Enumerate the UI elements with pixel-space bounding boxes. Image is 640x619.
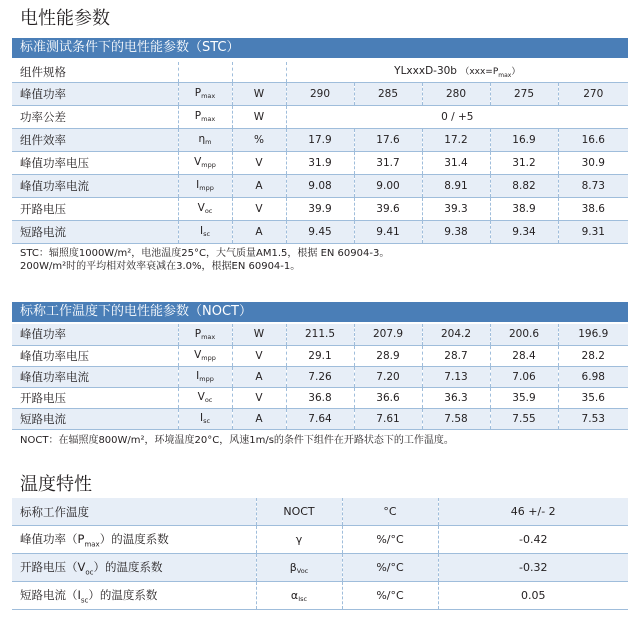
param-unit: A <box>232 220 286 243</box>
temp-label-pre: 峰值功率（P <box>20 531 85 546</box>
temp-label <box>12 582 256 610</box>
symbol-subscript: oc <box>204 207 213 215</box>
param-value: 30.9 <box>558 151 628 174</box>
symbol-subscript: Voc <box>296 566 309 575</box>
symbol-letter: P <box>194 327 202 340</box>
temp-unit: %/°C <box>342 526 438 554</box>
model-note <box>460 67 521 80</box>
symbol-subscript: sc <box>203 230 211 238</box>
section-title-electrical: 电性能参数 <box>20 8 110 29</box>
param-value: 200.6 <box>490 324 558 345</box>
param-symbol <box>178 345 232 366</box>
symbol-letter: I <box>199 412 204 424</box>
temp-value: -0.32 <box>438 554 628 582</box>
param-value: 9.00 <box>354 174 422 197</box>
temp-row <box>12 554 628 582</box>
param-value: 7.58 <box>422 408 490 429</box>
temp-unit: %/°C <box>342 582 438 610</box>
param-value: 9.38 <box>422 220 490 243</box>
param-label: 短路电流 <box>12 408 178 429</box>
model-unit-cell <box>232 62 286 82</box>
symbol-letter: V <box>197 202 205 214</box>
temp-label-pre: 开路电压（V <box>20 559 86 574</box>
stc-row <box>12 82 628 105</box>
param-symbol <box>178 387 232 408</box>
param-value: 8.82 <box>490 174 558 197</box>
param-label: 开路电压 <box>12 387 178 408</box>
param-unit: A <box>232 174 286 197</box>
param-value: 28.4 <box>490 345 558 366</box>
param-value: 9.45 <box>286 220 354 243</box>
temp-label-sub: oc <box>85 568 94 577</box>
model-note-sub: max <box>498 72 512 80</box>
noct-table <box>12 324 628 430</box>
noct-row <box>12 408 628 429</box>
param-value: 196.9 <box>558 324 628 345</box>
symbol-letter: P <box>194 110 202 122</box>
param-value: 31.9 <box>286 151 354 174</box>
param-value: 8.73 <box>558 174 628 197</box>
model-sym-cell <box>178 62 232 82</box>
param-value: 17.9 <box>286 128 354 151</box>
temp-value: -0.42 <box>438 526 628 554</box>
noct-header-bar: 标称工作温度下的电性能参数（NOCT） <box>12 302 628 322</box>
temp-table <box>12 498 628 610</box>
param-value: 35.6 <box>558 387 628 408</box>
param-symbol <box>178 197 232 220</box>
param-label: 短路电流 <box>12 220 178 243</box>
model-name: YLxxxD-30b <box>394 65 457 78</box>
temp-label <box>12 554 256 582</box>
symbol-letter: V <box>194 156 202 168</box>
noct-row <box>12 324 628 345</box>
symbol-letter: P <box>194 87 202 99</box>
param-unit: A <box>232 408 286 429</box>
symbol-subscript: max <box>201 115 216 123</box>
param-unit: V <box>232 151 286 174</box>
param-value: 28.7 <box>422 345 490 366</box>
param-symbol <box>178 366 232 387</box>
model-value <box>286 62 628 82</box>
symbol-subscript: max <box>201 92 216 100</box>
temp-label: 标称工作温度 <box>12 498 256 526</box>
param-symbol <box>178 324 232 345</box>
param-unit: % <box>232 128 286 151</box>
symbol-subscript: mpp <box>199 184 214 192</box>
temp-unit: °C <box>342 498 438 526</box>
param-unit: W <box>232 324 286 345</box>
symbol-subscript: mpp <box>199 375 214 383</box>
param-value: 6.98 <box>558 366 628 387</box>
noct-row <box>12 345 628 366</box>
param-symbol <box>178 128 232 151</box>
param-symbol <box>178 408 232 429</box>
param-value: 36.8 <box>286 387 354 408</box>
section-title-temperature: 温度特性 <box>20 474 92 495</box>
param-value: 9.41 <box>354 220 422 243</box>
param-value: 9.08 <box>286 174 354 197</box>
param-label: 功率公差 <box>12 105 178 128</box>
param-label: 峰值功率 <box>12 82 178 105</box>
stc-row <box>12 197 628 220</box>
temp-symbol <box>256 554 342 582</box>
param-value: 7.20 <box>354 366 422 387</box>
symbol-letter: β <box>289 560 297 574</box>
temp-label-post: ）的温度系数 <box>93 559 163 574</box>
symbol-letter: I <box>196 179 200 191</box>
temp-value: 46 +/- 2 <box>438 498 628 526</box>
symbol-letter: γ <box>295 533 303 546</box>
temp-label-pre: 短路电流（I <box>20 587 81 602</box>
param-value: 7.61 <box>354 408 422 429</box>
temp-value: 0.05 <box>438 582 628 610</box>
temp-label-post: ）的温度系数 <box>99 531 169 546</box>
param-value: 7.55 <box>490 408 558 429</box>
param-label: 峰值功率电流 <box>12 366 178 387</box>
param-value: 16.6 <box>558 128 628 151</box>
param-unit: V <box>232 197 286 220</box>
param-value: 28.2 <box>558 345 628 366</box>
stc-header-bar: 标准测试条件下的电性能参数（STC） <box>12 38 628 58</box>
param-value: 35.9 <box>490 387 558 408</box>
param-symbol <box>178 220 232 243</box>
param-value: 39.6 <box>354 197 422 220</box>
param-value: 31.2 <box>490 151 558 174</box>
temp-label-sub: max <box>84 540 100 549</box>
param-value: 280 <box>422 82 490 105</box>
param-unit: W <box>232 82 286 105</box>
model-note-prefix: （xxx=P <box>460 67 499 78</box>
param-value: 36.3 <box>422 387 490 408</box>
temp-row <box>12 582 628 610</box>
symbol-letter: V <box>197 391 205 403</box>
param-value: 29.1 <box>286 345 354 366</box>
param-value: 36.6 <box>354 387 422 408</box>
param-unit: V <box>232 387 286 408</box>
noct-note: NOCT：在辐照度800W/m²，环境温度20°C，风速1m/s的条件下组件在开路状态下的工作温度。 <box>20 435 454 446</box>
model-label: 组件规格 <box>12 62 178 82</box>
param-unit: A <box>232 366 286 387</box>
temp-unit: %/°C <box>342 554 438 582</box>
param-unit: V <box>232 345 286 366</box>
symbol-subscript: Isc <box>298 594 308 603</box>
param-value: 39.3 <box>422 197 490 220</box>
temp-symbol <box>256 526 342 554</box>
param-value: 17.6 <box>354 128 422 151</box>
param-symbol <box>178 105 232 128</box>
noct-row <box>12 366 628 387</box>
symbol-letter: η <box>198 133 206 145</box>
symbol-letter: α <box>290 588 299 602</box>
param-value: 211.5 <box>286 324 354 345</box>
stc-row <box>12 128 628 151</box>
symbol-letter: NOCT <box>283 505 315 518</box>
model-note-suffix: ） <box>511 67 521 78</box>
param-value: 28.9 <box>354 345 422 366</box>
param-value: 16.9 <box>490 128 558 151</box>
temp-row <box>12 526 628 554</box>
param-value: 17.2 <box>422 128 490 151</box>
param-value: 204.2 <box>422 324 490 345</box>
param-symbol <box>178 82 232 105</box>
stc-note-1: STC：辐照度1000W/m²，电池温度25°C，大气质量AM1.5，根据 EN 60904-3。 <box>20 248 390 259</box>
temp-label-post: ）的温度系数 <box>88 587 158 602</box>
symbol-subscript: sc <box>203 417 211 425</box>
param-value: 207.9 <box>354 324 422 345</box>
stc-row-model <box>12 62 628 82</box>
param-label: 峰值功率电流 <box>12 174 178 197</box>
stc-table <box>12 62 628 244</box>
symbol-letter: I <box>196 370 200 382</box>
symbol-subscript: oc <box>204 396 213 404</box>
param-symbol <box>178 151 232 174</box>
symbol-letter: V <box>194 349 202 361</box>
param-value: 31.4 <box>422 151 490 174</box>
temp-symbol <box>256 498 342 526</box>
param-value: 7.06 <box>490 366 558 387</box>
param-value: 285 <box>354 82 422 105</box>
param-value: 38.9 <box>490 197 558 220</box>
param-label: 峰值功率电压 <box>12 345 178 366</box>
param-value: 9.31 <box>558 220 628 243</box>
param-value: 7.26 <box>286 366 354 387</box>
param-value-merged: 0 / +5 <box>286 105 628 128</box>
symbol-subscript: max <box>201 332 216 341</box>
symbol-subscript: mpp <box>201 161 216 169</box>
param-unit: W <box>232 105 286 128</box>
param-symbol <box>178 174 232 197</box>
stc-row <box>12 174 628 197</box>
param-value: 31.7 <box>354 151 422 174</box>
param-value: 38.6 <box>558 197 628 220</box>
param-value: 275 <box>490 82 558 105</box>
param-value: 7.53 <box>558 408 628 429</box>
param-value: 39.9 <box>286 197 354 220</box>
temp-symbol <box>256 582 342 610</box>
param-value: 290 <box>286 82 354 105</box>
temp-label-sub: sc <box>80 596 89 605</box>
stc-row <box>12 105 628 128</box>
param-value: 7.64 <box>286 408 354 429</box>
param-value: 9.34 <box>490 220 558 243</box>
stc-row <box>12 151 628 174</box>
symbol-letter: I <box>199 225 204 237</box>
temp-row <box>12 498 628 526</box>
temp-label <box>12 526 256 554</box>
param-value: 270 <box>558 82 628 105</box>
param-value: 8.91 <box>422 174 490 197</box>
stc-row <box>12 220 628 243</box>
noct-row <box>12 387 628 408</box>
param-label: 组件效率 <box>12 128 178 151</box>
param-label: 峰值功率 <box>12 324 178 345</box>
symbol-subscript: m <box>205 138 212 146</box>
param-label: 峰值功率电压 <box>12 151 178 174</box>
param-value: 7.13 <box>422 366 490 387</box>
symbol-subscript: mpp <box>201 354 216 362</box>
param-label: 开路电压 <box>12 197 178 220</box>
stc-note-2: 200W/m²时的平均相对效率衰减在3.0%，根据EN 60904-1。 <box>20 261 301 272</box>
